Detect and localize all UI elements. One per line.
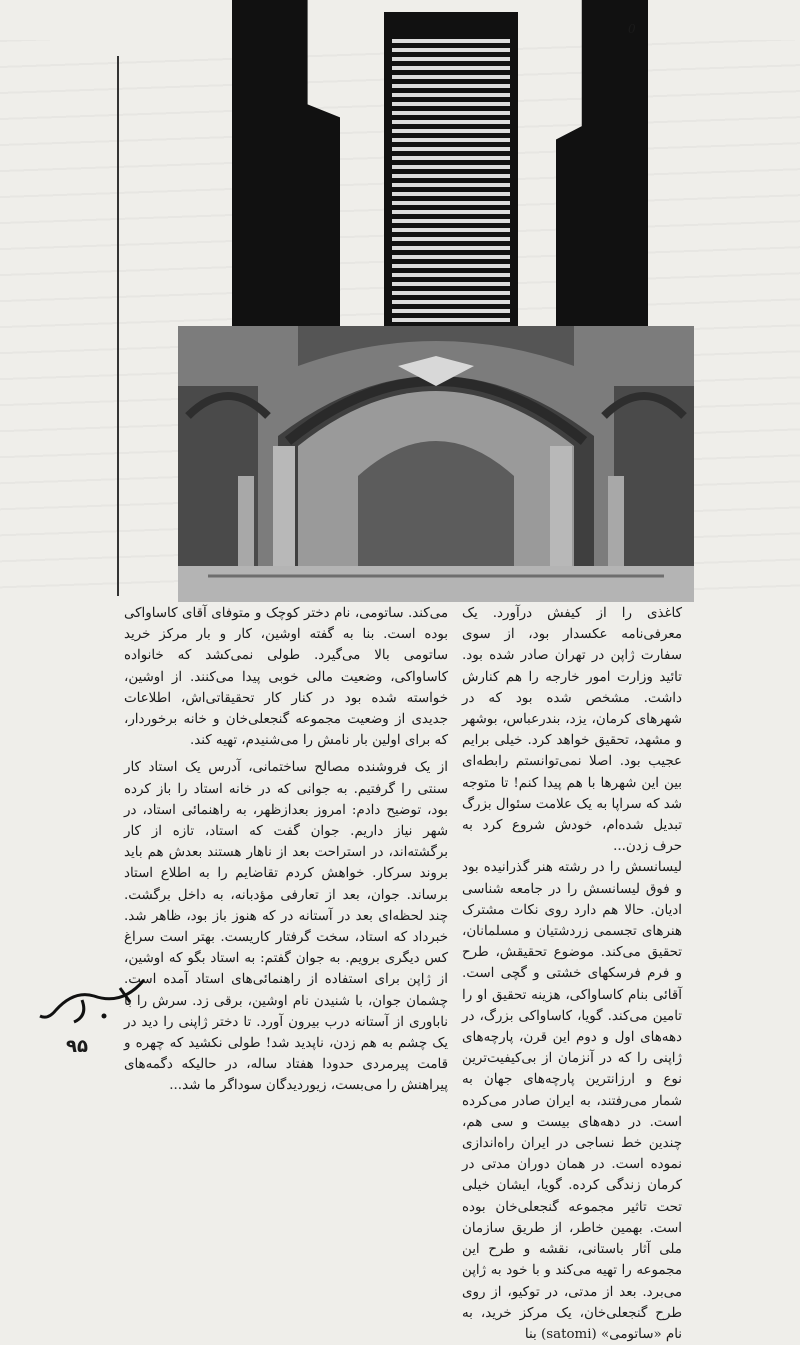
- kerman-logo: [34, 966, 154, 1030]
- bazaar-hall-photo: [178, 326, 694, 602]
- skyscraper-windows: [392, 36, 510, 322]
- page-number: ۹۵: [66, 1036, 88, 1057]
- vertical-rule: [117, 56, 119, 596]
- center-skyscraper: [384, 12, 518, 330]
- page-marker: 0: [628, 22, 636, 36]
- paragraph: می‌کند. ساتومی، نام دختر کوچک و متوفای آقای کاساواکی بوده است. بنا به گفته اوشین، کار و بار مرکز خرید ساتومی بالا می‌گیرد. طولی نمی‌کشد که خانواده کاساواکی، وضعیت مالی خوبی پیدا می‌کنند. از اوشین، خواسته شده بود در کنار کار تحقیقاتی‌اش، اطلاعات جدیدی از وضعیت مجموعه گنجعلی‌خان و خانه برخوردار، که برای اولین بار نامش را می‌شنیدم، تهیه کند.: [124, 606, 448, 749]
- paragraph: کاغذی را از کیفش درآورد. یک معرفی‌نامه عکسدار بود، از سوی سفارت ژاپن در تهران صادر شده بود. تائید وزارت امور خارجه را هم کنارش داشت. مشخص شده بود که در شهرهای کرمان، یزد، بندرعباس، بوشهر و مشهد، تحقیق خواهد کرد. خیلی برایم عجیب بود. اصلا نمی‌توانستم رابطه‌ای بین این شهرها با هم پیدا کنم! تا متوجه شد که سراپا به یک علامت سئوال بزرگ تبدیل شده‌ام، خودش شروع کرد به حرف زدن...: [462, 606, 682, 855]
- article-column-left: [124, 603, 448, 1097]
- paragraph: از یک فروشنده مصالح ساختمانی، آدرس یک استاد کار سنتی را گرفتیم. به جوانی که در خانه استاد را باز کرده بود، توضیح دادم: امروز بعدازظهر، به راهنمائی استاد، در شهر نیاز داریم. جوان گفت که استاد، تازه از کار برگشته‌اند، در استراحت بعد از ناهار هستند بعدش هم باید بروند سرکار. خواهش کردم تقاضایم را به اطلاع استاد برساند. جوان، بعد از تعارفی مؤدبانه، به داخل برگشت. چند لحظه‌ای بعد در آستانه در که هنوز باز بود، ظاهر شد. خبرداد که استاد، سخت گرفتار کاریست. بهتر است سراغ کس دیگری برویم. به جوان گفتم: به استاد بگو که اوشین، از ژاپن برای استفاده از راهنمائی‌های استاد آمده است. چشمان جوان، با شنیدن نام اوشین، برقی زد. سرش را با ناباوری از آستانه درب بیرون آورد. تا دختر ژاپنی را دید در یک چشم به هم زدن، ناپدید شد! طولی نکشید که چهره و قامت پیرمردی حدودا هفتاد ساله، در حالیکه دگمه‌های پیراهنش را می‌بست، زیوردیدگان سوداگر ما شد...: [124, 760, 448, 1094]
- arched-hall-illustration: [178, 326, 694, 602]
- article-column-right: [462, 603, 682, 1345]
- paragraph: لیسانسش را در رشته هنر گذرانیده بود و فوق لیسانسش را در جامعه شناسی ادیان. حالا هم دارد روی نکات مشترک هنرهای تجسمی زردشتیان و مسلمانان، تحقیق می‌کند. موضوع تحقیقش، طرح و فرم فرسکهای خشتی و گچی است. آقائی بنام کاساواکی، هزینه تحقیق او را تامین می‌کند. گویا، کاساواکی بزرگ، در دهه‌های اول و دوم این قرن، پارچه‌های ژاپنی را که در آنزمان از بی‌کیفیت‌ترین نوع و ارزانترین پارچه‌های جهان به شمار می‌رفتند، به ایران صادر می‌کرده است. در دهه‌های بیست و سی هم، چندین خط نساجی در ایران راه‌اندازی نموده است. در همان دوران مدتی در کرمان زندگی کرده. گویا، ایشان خیلی تحت تاثیر مجموعه گنجعلی‌خان بوده است. بهمین خاطر، از طریق سازمان ملی آثار باستانی، نقشه و طرح این مجموعه را تهیه می‌کند و با خود به ژاپن می‌برد. بعد از مدتی، در توکیو، از روی طرح گنجعلی‌خان، یک مرکز خرید، به نام «ساتومی» (satomi) بنا: [462, 860, 682, 1342]
